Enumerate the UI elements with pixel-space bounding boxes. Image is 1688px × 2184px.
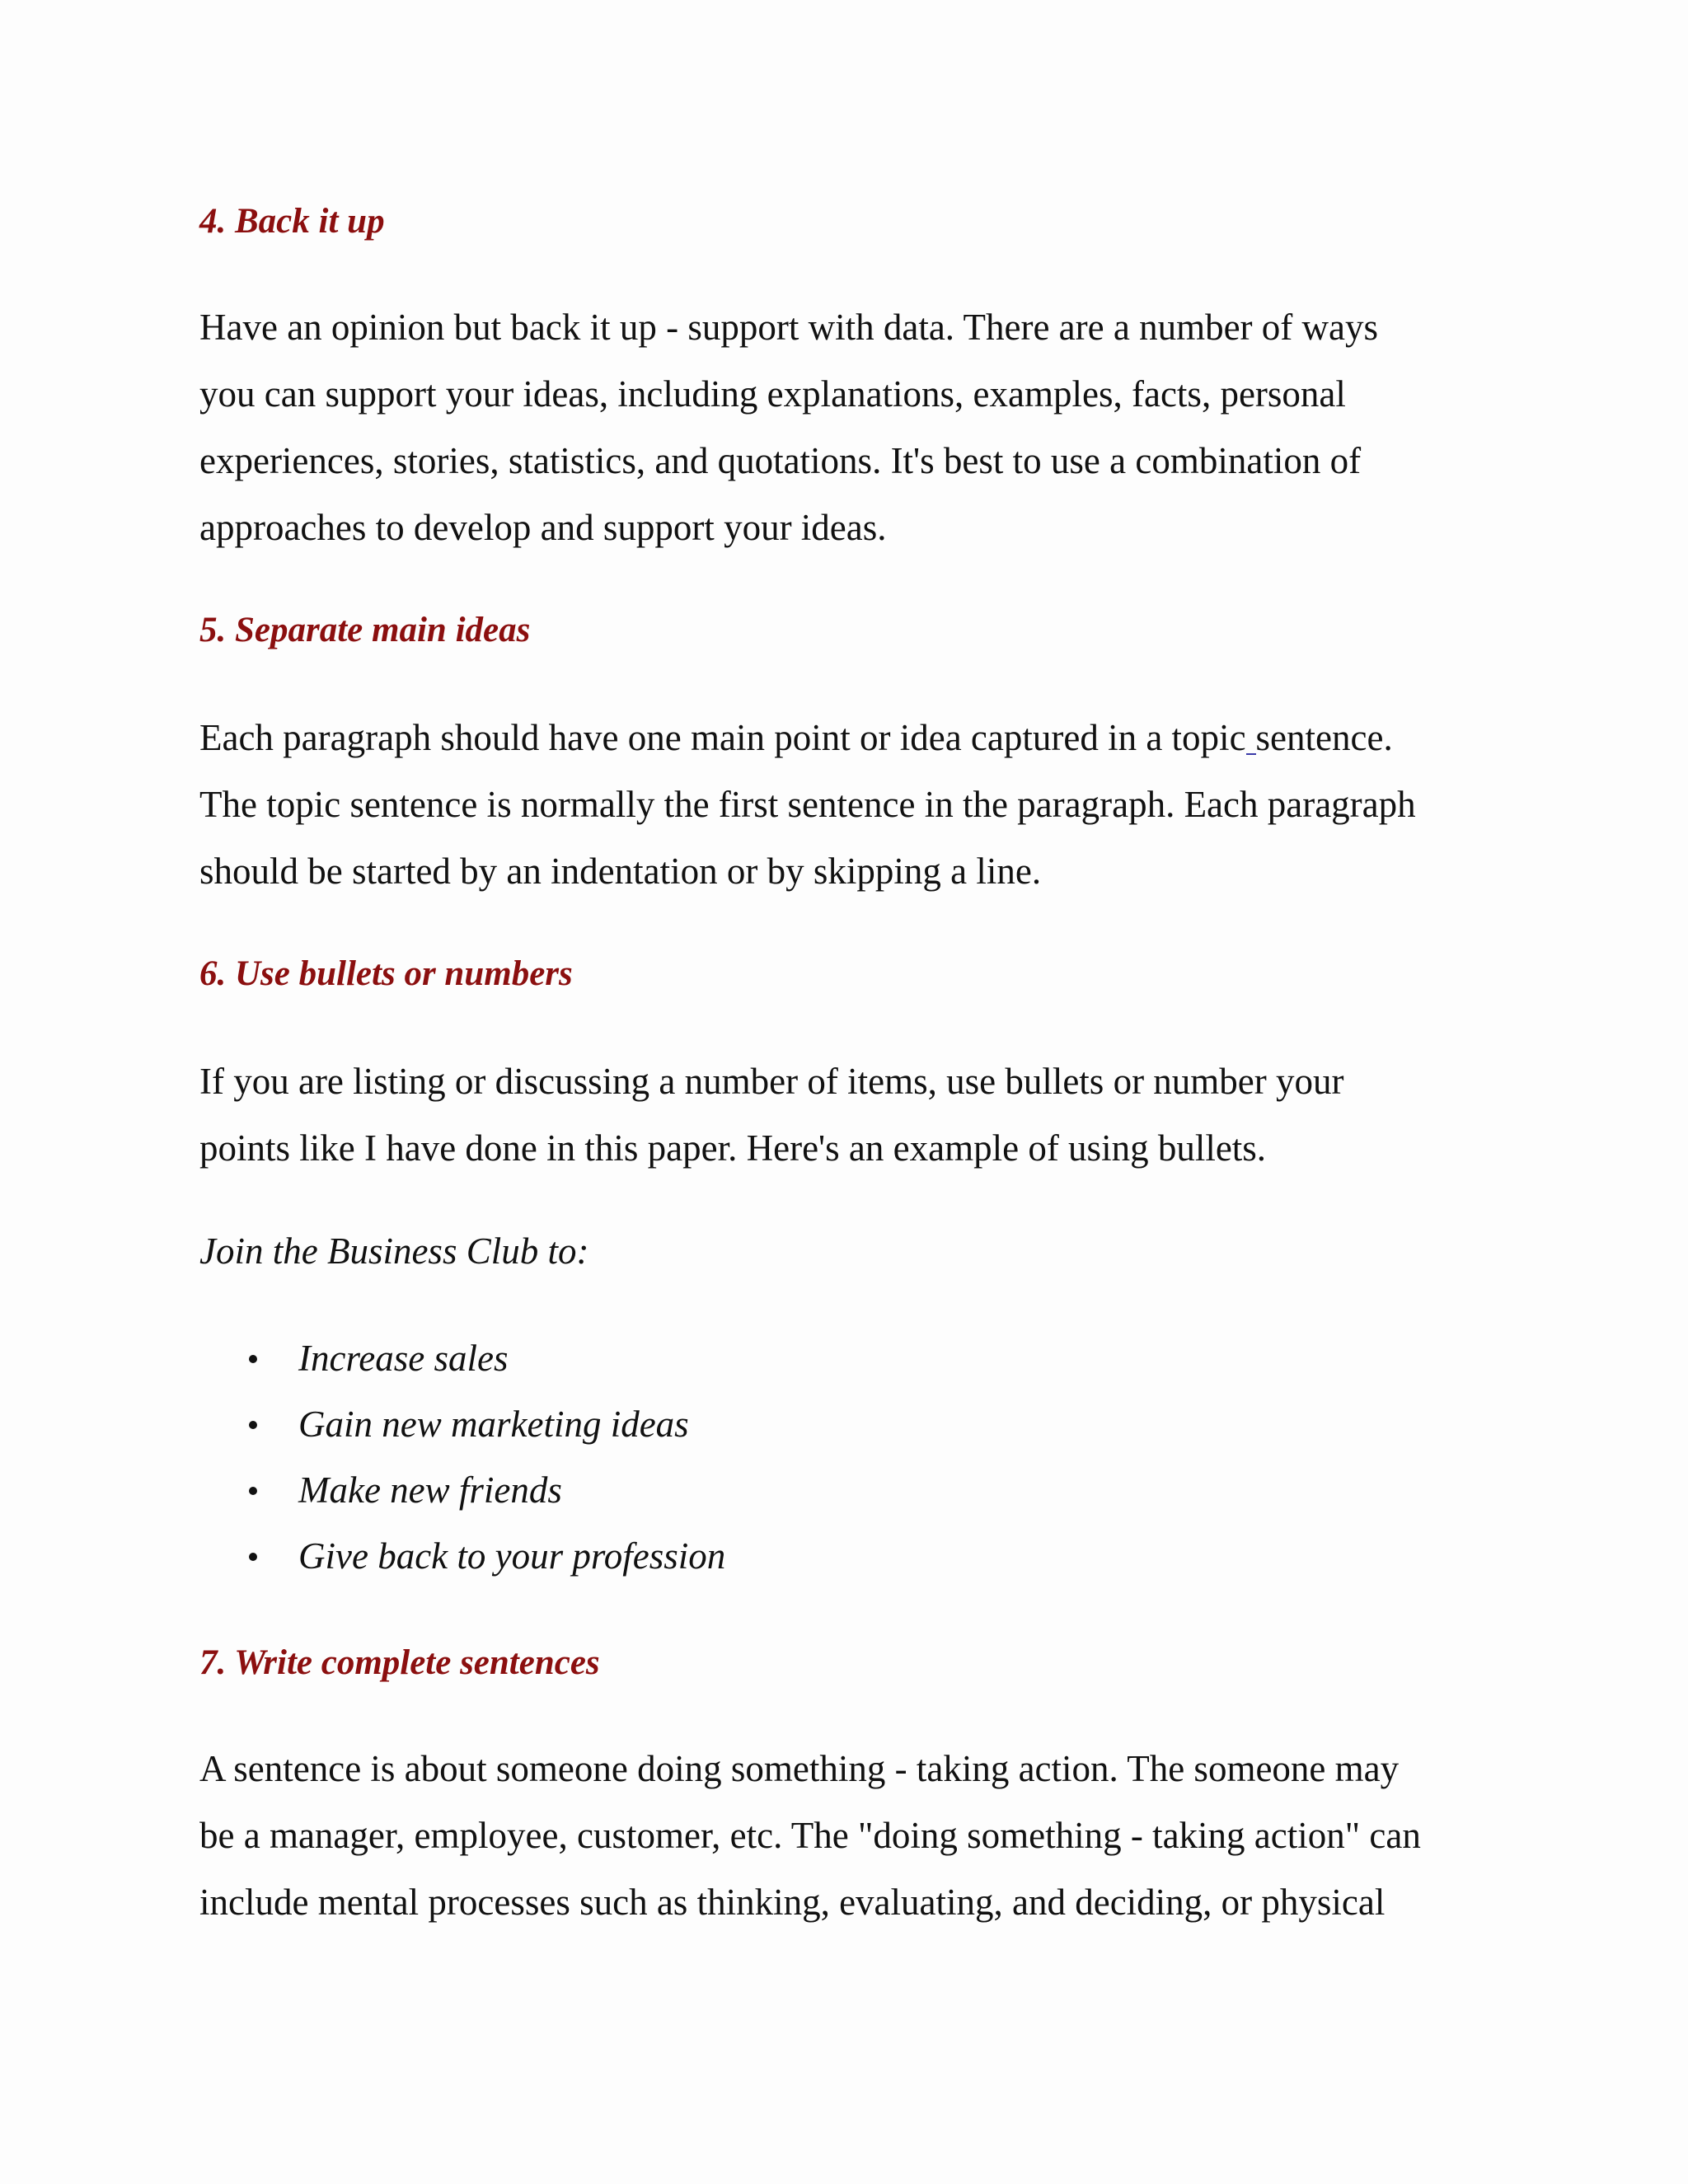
section-body-use-bullets-or-numbers [199,1048,1502,1182]
body-line [199,705,1502,771]
bullet-icon [249,1553,257,1561]
body-line: Have an opinion but back it up - support with data. There are a number of ways [199,307,1379,348]
body-line-text: Each paragraph should have one main point or idea captured in a topic [199,717,1246,758]
link-underline-mark[interactable] [1246,753,1256,755]
list-item [199,1325,1436,1391]
example-bullet-list [199,1325,1436,1589]
section-body-separate-main-ideas [199,705,1502,905]
list-item [199,1523,1436,1589]
body-line: points like I have done in this paper. Here's an example of using bullets. [199,1127,1267,1169]
body-line: approaches to develop and support your ideas. [199,507,887,548]
list-item-text: Make new friends [298,1469,562,1511]
bullet-icon [249,1421,257,1429]
example-intro: Join the Business Club to: [199,1230,589,1272]
list-item-text: Give back to your profession [298,1535,726,1577]
body-line: A sentence is about someone doing something - taking action. The someone may [199,1748,1400,1789]
body-line: should be started by an indentation or by skipping a line. [199,851,1042,892]
section-heading-use-bullets-or-numbers: 6. Use bullets or numbers [199,954,573,993]
bullet-icon [249,1355,257,1363]
section-body-back-it-up [199,294,1502,561]
body-line: experiences, stories, statistics, and quotations. It's best to use a combination of [199,440,1362,481]
list-item [199,1391,1436,1457]
bullet-icon [249,1487,257,1495]
section-heading-separate-main-ideas: 5. Separate main ideas [199,611,531,649]
list-item-text: Increase sales [298,1338,509,1379]
section-heading-back-it-up: 4. Back it up [199,202,385,241]
body-line: The topic sentence is normally the first sentence in the paragraph. Each paragraph [199,784,1416,825]
body-line: include mental processes such as thinking, evaluating, and deciding, or physical [199,1882,1386,1923]
section-heading-write-complete-sentences: 7. Write complete sentences [199,1643,600,1682]
body-line: be a manager, employee, customer, etc. The "doing something - taking action" can [199,1815,1421,1856]
section-body-write-complete-sentences [199,1736,1502,1936]
list-item-text: Gain new marketing ideas [298,1404,689,1445]
body-line: If you are listing or discussing a number of items, use bullets or number your [199,1061,1344,1102]
body-line: you can support your ideas, including explanations, examples, facts, personal [199,373,1346,415]
list-item [199,1457,1436,1523]
body-line-text: sentence. [1255,717,1393,758]
